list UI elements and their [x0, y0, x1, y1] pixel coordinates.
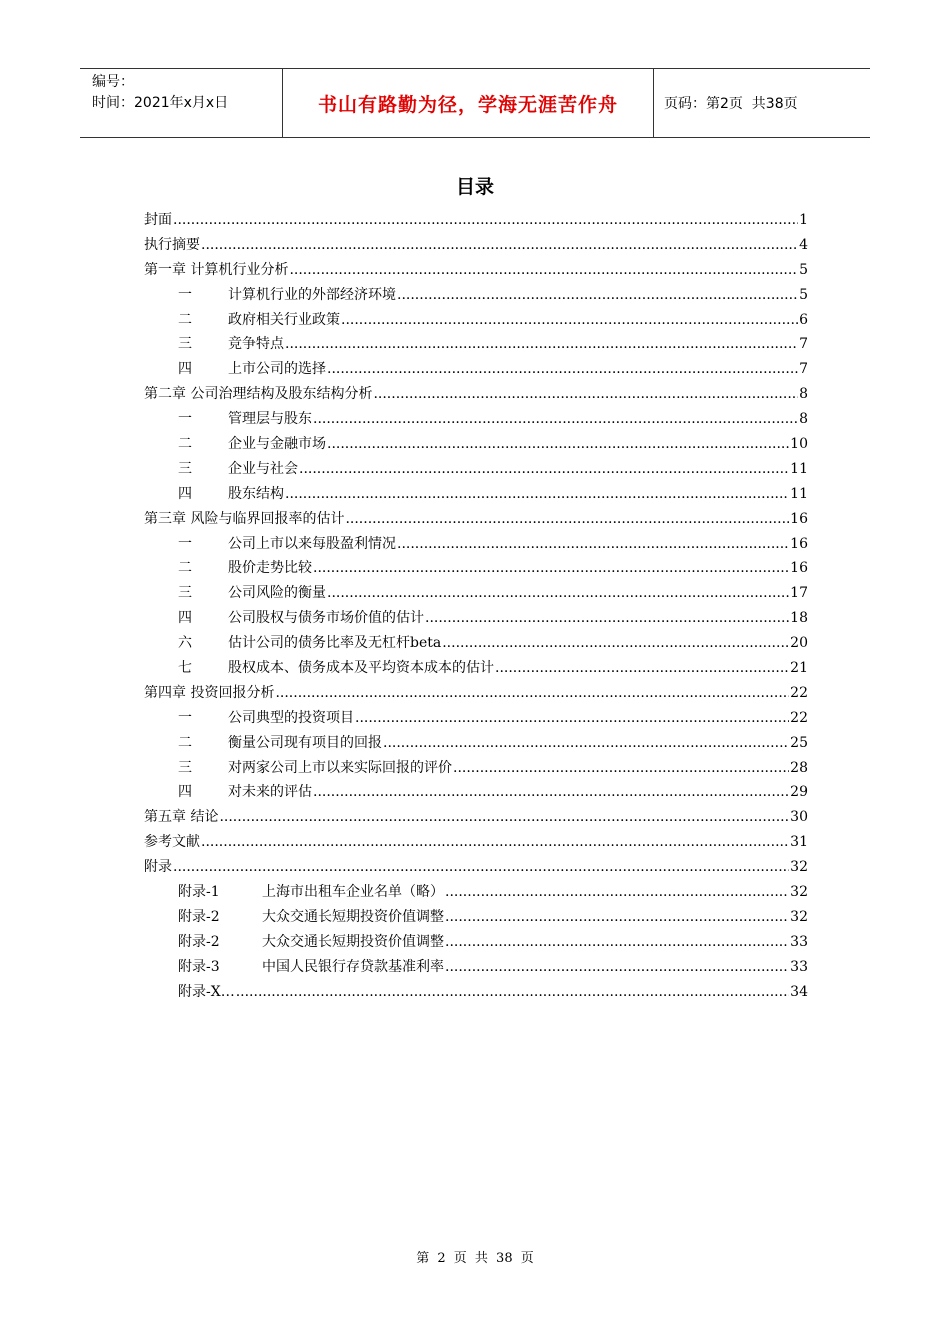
toc-entry-text: 政府相关行业政策: [228, 311, 340, 328]
toc-dot-leader: [327, 432, 789, 457]
toc-entry-page: 8: [799, 386, 808, 403]
toc-entry[interactable]: [144, 955, 808, 980]
toc-entry[interactable]: [144, 432, 808, 457]
toc-dot-leader: [495, 656, 789, 681]
toc-entry[interactable]: [144, 457, 808, 482]
toc-title: 目录: [455, 176, 494, 198]
toc-dot-leader: [236, 980, 789, 1005]
toc-dot-leader: [327, 357, 798, 382]
toc-dot-leader: [355, 706, 789, 731]
toc-entry[interactable]: [144, 208, 808, 233]
toc-entry[interactable]: [144, 258, 808, 283]
toc-dot-leader: [173, 855, 789, 880]
toc-entry-text: 管理层与股东: [228, 411, 312, 428]
table-of-contents: [144, 208, 808, 1005]
toc-dot-leader: [313, 780, 789, 805]
toc-dot-leader: [445, 880, 789, 905]
toc-entry-text: 中国人民银行存贷款基准利率: [262, 958, 444, 975]
toc-entry[interactable]: [144, 332, 808, 357]
toc-entry-number: 四: [178, 610, 192, 627]
toc-entry-text: 上海市出租车企业名单（略）: [262, 884, 444, 901]
toc-entry-number: 附录-2: [178, 908, 220, 925]
toc-entry-page: 11: [790, 460, 808, 477]
toc-entry-text: 参考文献: [144, 834, 200, 851]
toc-entry-number: 二: [178, 311, 192, 328]
toc-entry-number: 二: [178, 734, 192, 751]
header-page-info: 页码：第2页 共38页: [664, 96, 798, 112]
toc-entry[interactable]: [144, 805, 808, 830]
toc-entry[interactable]: [144, 233, 808, 258]
toc-entry-page: 34: [790, 983, 808, 1000]
toc-entry-page: 32: [790, 859, 808, 876]
toc-dot-leader: [345, 507, 789, 532]
toc-dot-leader: [285, 332, 798, 357]
toc-dot-leader: [313, 407, 798, 432]
toc-entry-text: 计算机行业的外部经济环境: [228, 286, 396, 303]
toc-entry-page: 16: [790, 560, 808, 577]
toc-entry[interactable]: [144, 681, 808, 706]
toc-dot-leader: [327, 581, 789, 606]
toc-entry-number: 一: [178, 411, 192, 428]
toc-entry[interactable]: [144, 980, 808, 1005]
toc-entry-number: 四: [178, 485, 192, 502]
header-motto-cell: [282, 69, 654, 137]
toc-entry[interactable]: [144, 556, 808, 581]
toc-entry-text: 封面: [144, 212, 172, 228]
toc-dot-leader: [445, 905, 789, 930]
toc-entry-text: 衡量公司现有项目的回报: [228, 734, 382, 751]
toc-entry-text: 竞争特点: [228, 336, 284, 353]
toc-entry-page: 11: [790, 485, 808, 502]
toc-entry-page: 10: [790, 436, 808, 453]
toc-dot-leader: [442, 631, 789, 656]
toc-entry-page: 8: [799, 411, 808, 428]
toc-entry-number: 四: [178, 784, 192, 801]
motto-text: 书山有路勤为径，学海无涯苦作舟: [317, 93, 618, 116]
toc-entry[interactable]: [144, 756, 808, 781]
toc-entry-page: 21: [790, 660, 808, 677]
date-label: 时间：2021年x月x日: [92, 95, 229, 111]
toc-entry-text: 对未来的评估: [228, 784, 312, 801]
toc-entry[interactable]: [144, 905, 808, 930]
toc-entry-text: 股权成本、债务成本及平均资本成本的估计: [228, 660, 494, 677]
toc-entry-number: 一: [178, 709, 192, 726]
toc-entry[interactable]: [144, 830, 808, 855]
toc-dot-leader: [201, 830, 789, 855]
toc-entry[interactable]: [144, 382, 808, 407]
toc-dot-leader: [425, 606, 789, 631]
toc-entry-number: 附录-1: [178, 884, 220, 901]
toc-entry-number: 附录-3: [178, 958, 220, 975]
toc-entry[interactable]: [144, 482, 808, 507]
toc-entry-page: 22: [790, 684, 808, 701]
toc-entry-page: 7: [799, 336, 808, 353]
toc-entry-text: 企业与金融市场: [228, 436, 326, 453]
toc-entry[interactable]: [144, 855, 808, 880]
toc-entry-text: 企业与社会: [228, 460, 298, 477]
toc-dot-leader: [453, 756, 789, 781]
toc-dot-leader: [383, 731, 789, 756]
toc-entry[interactable]: [144, 507, 808, 532]
toc-entry-page: 29: [790, 784, 808, 801]
toc-entry-text: 大众交通长短期投资价值调整: [262, 933, 444, 950]
toc-entry-page: 30: [790, 809, 808, 826]
toc-entry[interactable]: [144, 283, 808, 308]
toc-entry-number: 一: [178, 535, 192, 552]
toc-entry-text: 附录: [144, 859, 172, 876]
toc-entry-number: 一: [178, 286, 192, 303]
toc-dot-leader: [341, 308, 798, 333]
toc-entry-text: 股价走势比较: [228, 560, 312, 577]
toc-dot-leader: [173, 208, 798, 233]
toc-entry-page: 16: [790, 510, 808, 527]
toc-entry-text: 大众交通长短期投资价值调整: [262, 908, 444, 925]
toc-entry-text: 第二章 公司治理结构及股东结构分析: [144, 386, 373, 403]
toc-dot-leader: [289, 258, 798, 283]
toc-entry-page: 5: [799, 261, 808, 278]
toc-entry-page: 22: [790, 709, 808, 726]
toc-dot-leader: [275, 681, 789, 706]
toc-entry-text: 公司上市以来每股盈利情况: [228, 535, 396, 552]
toc-entry-page: 33: [790, 958, 808, 975]
page-footer: 第 2 页 共 38 页: [416, 1251, 534, 1266]
toc-dot-leader: [397, 283, 798, 308]
toc-dot-leader: [299, 457, 789, 482]
toc-dot-leader: [219, 805, 789, 830]
toc-entry-page: 32: [790, 908, 808, 925]
toc-entry-number: 七: [178, 660, 192, 677]
toc-entry-number: 三: [178, 336, 192, 353]
toc-entry-text: 公司典型的投资项目: [228, 709, 354, 726]
toc-dot-leader: [445, 955, 789, 980]
toc-dot-leader: [397, 532, 789, 557]
toc-entry[interactable]: [144, 656, 808, 681]
toc-dot-leader: [201, 233, 798, 258]
toc-entry-text: 股东结构: [228, 485, 284, 502]
toc-entry-page: 32: [790, 884, 808, 901]
toc-entry-page: 17: [790, 585, 808, 602]
toc-entry-text: 估计公司的债务比率及无杠杆beta: [228, 635, 442, 652]
toc-entry-page: 28: [790, 759, 808, 776]
toc-entry-text: 第五章 结论: [144, 809, 219, 826]
code-label: 编号：: [92, 74, 134, 90]
toc-dot-leader: [373, 382, 798, 407]
toc-entry[interactable]: [144, 731, 808, 756]
toc-entry-text: 执行摘要: [144, 236, 200, 253]
toc-entry[interactable]: [144, 930, 808, 955]
header-meta: [80, 69, 282, 137]
toc-entry-text: 公司股权与债务市场价值的估计: [228, 610, 424, 627]
toc-entry-number: 三: [178, 460, 192, 477]
toc-entry[interactable]: [144, 357, 808, 382]
toc-entry[interactable]: [144, 780, 808, 805]
toc-entry-number: 三: [178, 585, 192, 602]
toc-dot-leader: [285, 482, 789, 507]
toc-entry[interactable]: [144, 308, 808, 333]
toc-entry-page: 18: [790, 610, 808, 627]
toc-entry[interactable]: [144, 581, 808, 606]
toc-entry-page: 5: [799, 286, 808, 303]
toc-entry-number: 二: [178, 436, 192, 453]
toc-entry-number: 六: [178, 635, 192, 652]
toc-entry-text: 对两家公司上市以来实际回报的评价: [228, 759, 452, 776]
toc-entry-page: 31: [790, 834, 808, 851]
toc-entry-page: 33: [790, 933, 808, 950]
toc-entry[interactable]: [144, 706, 808, 731]
toc-entry-page: 20: [790, 635, 808, 652]
toc-entry-text: 第四章 投资回报分析: [144, 684, 275, 701]
toc-entry-page: 4: [799, 236, 808, 253]
toc-entry[interactable]: [144, 532, 808, 557]
toc-entry-text: 上市公司的选择: [228, 361, 326, 378]
toc-entry-number: 四: [178, 361, 192, 378]
toc-entry-number: 三: [178, 759, 192, 776]
toc-entry-page: 16: [790, 535, 808, 552]
toc-entry-number: 附录-2: [178, 933, 220, 950]
toc-entry[interactable]: [144, 606, 808, 631]
toc-entry[interactable]: [144, 631, 808, 656]
toc-entry[interactable]: [144, 407, 808, 432]
toc-entry-text: 第三章 风险与临界回报率的估计: [144, 510, 345, 527]
toc-dot-leader: [445, 930, 789, 955]
toc-dot-leader: [313, 556, 789, 581]
toc-entry-number: 二: [178, 560, 192, 577]
toc-entry[interactable]: [144, 880, 808, 905]
toc-entry-page: 25: [790, 734, 808, 751]
toc-entry-number: 附录-X…: [178, 983, 235, 1000]
toc-entry-page: 7: [799, 361, 808, 378]
page-header: [80, 68, 870, 138]
toc-entry-page: 1: [799, 212, 808, 228]
toc-entry-page: 6: [799, 311, 808, 328]
toc-entry-text: 第一章 计算机行业分析: [144, 261, 289, 278]
toc-entry-text: 公司风险的衡量: [228, 585, 326, 602]
